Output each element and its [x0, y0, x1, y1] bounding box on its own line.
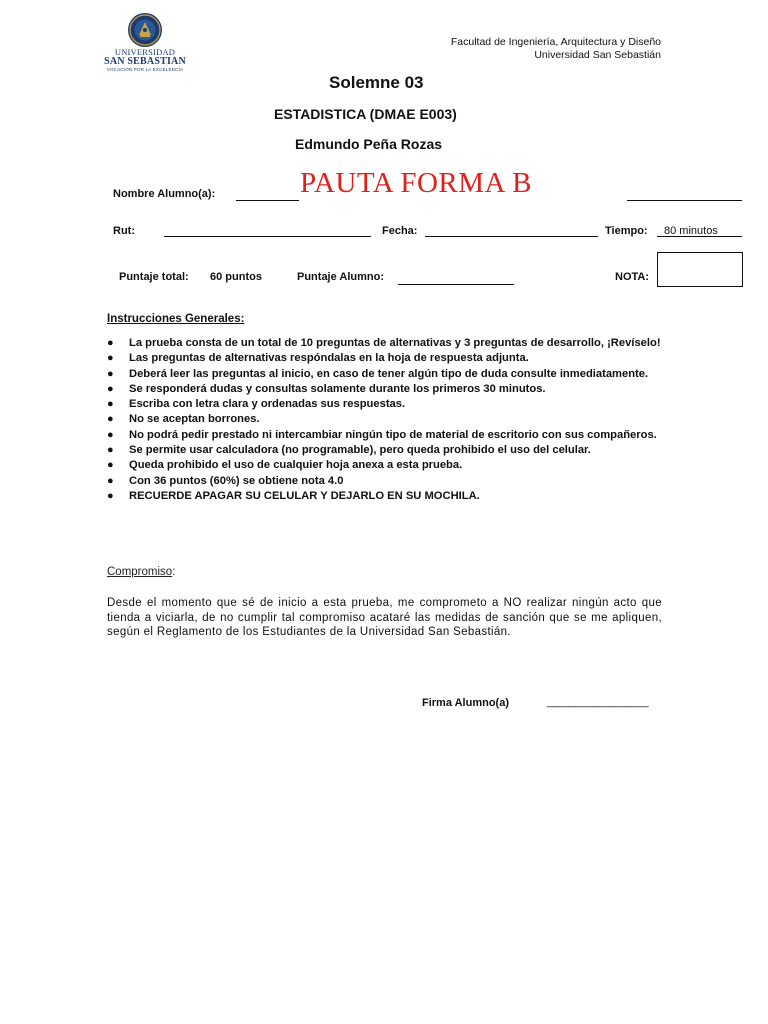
professor-name: Edmundo Peña Rozas: [295, 136, 443, 152]
logo-motto: VOCACIÓN POR LA EXCELENCIA: [106, 67, 184, 72]
bullet-icon: ●: [107, 398, 114, 411]
grade-label: NOTA:: [615, 271, 650, 283]
commitment-title: Compromiso:: [107, 566, 176, 578]
date-field[interactable]: [425, 236, 598, 237]
list-item: ● Se responderá dudas y consultas solamente durante los primeros 30 minutos.: [107, 382, 662, 397]
list-item: ● RECUERDE APAGAR SU CELULAR Y DEJARLO EN SU MOCHILA.: [107, 489, 662, 504]
commitment-text: Desde el momento que sé de inicio a esta prueba, me comprometo a NO realizar ningún acto que tienda a viciarla, de no cumplir tal compromiso acataré las medidas de sanción que se me apliquen, según el Reglamento de los Estudiantes de la Universidad San Sebastián.: [107, 597, 662, 639]
crest-icon: [127, 12, 163, 48]
bullet-icon: ●: [107, 489, 114, 502]
exam-title: Solemne 03: [329, 73, 424, 92]
logo-name-line2: SAN SEBASTIAN: [104, 56, 186, 67]
logo-name-line1: UNIVERSIDAD: [114, 47, 176, 57]
total-score-label: Puntaje total:: [119, 271, 189, 283]
instructions-list: [107, 336, 662, 504]
bullet-icon: ●: [107, 413, 114, 426]
list-item: ● Las preguntas de alternativas respóndalas en la hoja de respuesta adjunta.: [107, 351, 662, 366]
list-item: ● Escriba con letra clara y ordenadas sus respuestas.: [107, 397, 662, 412]
bullet-icon: ●: [107, 382, 114, 395]
university-name: Universidad San Sebastián: [534, 49, 661, 61]
time-underline: [657, 236, 742, 237]
total-score-value: 60 puntos: [210, 271, 262, 283]
list-item: ● No podrá pedir prestado ni intercambiar ningún tipo de material de escritorio con sus compañeros.: [107, 428, 662, 443]
time-value: 80 minutos: [664, 225, 718, 237]
list-item: ● No se aceptan borrones.: [107, 412, 662, 427]
student-name-line-left[interactable]: [236, 200, 299, 201]
date-label: Fecha:: [382, 225, 418, 237]
bullet-icon: ●: [107, 444, 114, 457]
course-title: ESTADISTICA (DMAE E003): [274, 106, 457, 122]
bullet-icon: ●: [107, 459, 114, 472]
rut-label: Rut:: [113, 225, 135, 237]
bullet-icon: ●: [107, 474, 114, 487]
bullet-icon: ●: [107, 367, 114, 380]
student-name-label: Nombre Alumno(a):: [113, 188, 216, 200]
signature-field[interactable]: __________________: [547, 696, 649, 708]
student-name-line-right[interactable]: [627, 200, 742, 201]
list-item: ● Deberá leer las preguntas al inicio, en caso de tener algún tipo de duda consulte inmediatamente.: [107, 367, 662, 382]
bullet-icon: ●: [107, 428, 114, 441]
faculty-name: Facultad de Ingeniería, Arquitectura y Diseño: [450, 36, 661, 48]
list-item: ● Queda prohibido el uso de cualquier hoja anexa a esta prueba.: [107, 458, 662, 473]
list-item: ● La prueba consta de un total de 10 preguntas de alternativas y 3 preguntas de desarrollo, ¡Revíselo!: [107, 336, 662, 351]
time-label: Tiempo:: [605, 225, 648, 237]
student-score-field[interactable]: [398, 284, 514, 285]
list-item: ● Con 36 puntos (60%) se obtiene nota 4.0: [107, 474, 662, 489]
bullet-icon: ●: [107, 337, 114, 349]
instructions-title: Instrucciones Generales:: [107, 313, 245, 325]
university-logo: [104, 12, 186, 72]
rut-field[interactable]: [164, 236, 371, 237]
grade-box[interactable]: [657, 252, 743, 287]
student-score-label: Puntaje Alumno:: [297, 271, 384, 283]
answer-key-stamp: PAUTA FORMA B: [300, 167, 532, 199]
bullet-icon: ●: [107, 352, 114, 365]
list-item: ● Se permite usar calculadora (no programable), pero queda prohibido el uso del celular.: [107, 443, 662, 458]
signature-label: Firma Alumno(a): [422, 697, 509, 709]
